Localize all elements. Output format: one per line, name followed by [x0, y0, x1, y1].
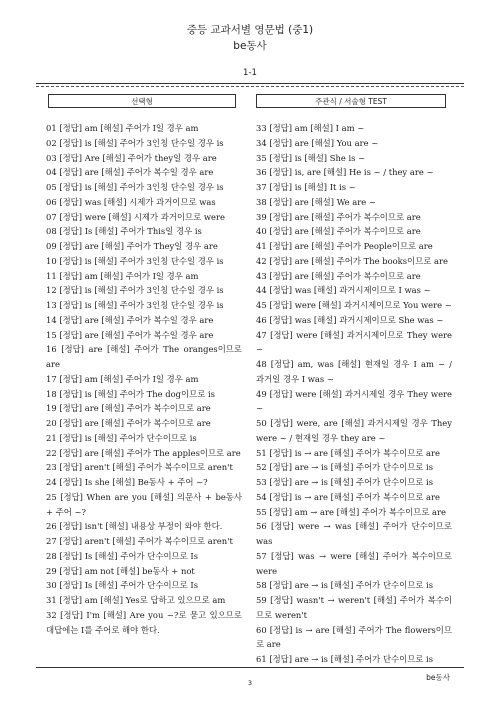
answer-line: 20 [정답] are [해설] 주어가 복수이므로 are [46, 418, 211, 428]
answer-line: 61 [정답] are → is [해설] 주어가 단수이므로 is [256, 654, 434, 664]
answer-column-left [46, 121, 242, 637]
answer-line: were ~ / 현재일 경우 they are ~ [256, 432, 386, 443]
answer-line: 27 [정답] aren't [해설] 주어가 복수이므로 aren't [46, 536, 233, 546]
answer-line: 47 [정답] were [해설] 과거시제이므로 They were [256, 329, 452, 340]
answer-column-right [256, 121, 452, 667]
answer-line: 13 [정답] is [해설] 주어가 3인칭 단수일 경우 is [46, 300, 224, 310]
answer-line: 19 [정답] are [해설] 주어가 복수이므로 are [46, 403, 211, 414]
answer-line: 31 [정답] am [해설] Yes로 답하고 있으므로 am [46, 595, 226, 605]
answer-line: 35 [정답] is [해설] She is ~ [256, 152, 366, 163]
answer-line: 57 [정답] was → were [해설] 주어가 복수이므로 [256, 550, 452, 561]
answer-line: 48 [정답] am, was [해설] 현재일 경우 I am ~ / [256, 359, 452, 369]
footer-label: be동사 [426, 673, 450, 682]
answer-line: 44 [정답] was [해설] 과거시제이므로 I was ~ [256, 285, 431, 296]
answer-line: 30 [정답] Is [해설] 주어가 단수이므로 Is [46, 580, 198, 591]
answer-line: 42 [정답] are [해설] 주어가 The books이므로 are [256, 255, 448, 266]
answer-line: + 주어 ~? [46, 506, 87, 517]
answer-line: 49 [정답] were [해설] 과거시제일 경우 They were [256, 388, 452, 399]
top-divider [36, 83, 464, 84]
answer-line: 32 [정답] I'm [해설] Are you ~?로 묻고 있으므로 [46, 609, 242, 620]
answer-line: 12 [정답] is [해설] 주어가 3인칭 단수일 경우 is [46, 285, 224, 296]
answer-line: 54 [정답] is → are [해설] 주어가 복수이므로 are [256, 491, 441, 502]
page-number: 3 [247, 679, 253, 687]
answer-line: 므로 weren't [256, 609, 307, 620]
answer-line: 과거일 경우 I was ~ [256, 373, 334, 384]
answer-line: 53 [정답] are → is [해설] 주어가 단수이므로 is [256, 477, 434, 487]
answer-line: 15 [정답] are [해설] 주어가 복수일 경우 are [46, 329, 214, 340]
answer-line: 22 [정답] are [해설] 주어가 The apples이므로 are [46, 447, 241, 458]
subjective-test-heading: 주관식 / 서술형 TEST [256, 94, 446, 108]
section-number: 1-1 [243, 68, 257, 78]
answer-line: ~ [256, 403, 264, 414]
answer-line: 50 [정답] were, are [해설] 과거시제일 경우 They [256, 418, 452, 428]
answer-line: 28 [정답] Is [해설] 주어가 단수이므로 Is [46, 550, 198, 561]
answer-line: 58 [정답] are → is [해설] 주어가 단수이므로 is [256, 580, 434, 591]
answer-line: 07 [정답] were [해설] 시제가 과거이므로 were [46, 211, 225, 222]
answer-line: 60 [정답] is → are [해설] 주어가 The flowers이므 [256, 624, 452, 635]
answer-line: 40 [정답] are [해설] 주어가 복수이므로 are [256, 226, 421, 237]
answer-line: 41 [정답] are [해설] 주어가 People이므로 are [256, 241, 433, 251]
page-subtitle: be동사 [233, 40, 267, 52]
answer-line: 36 [정답] is, are [해설] He is ~ / they are ~ [256, 167, 434, 178]
answer-line: 04 [정답] are [해설] 주어가 복수일 경우 are [46, 167, 214, 178]
answer-line: 대답에는 I를 주어로 해야 한다. [46, 624, 160, 635]
answer-line: 38 [정답] are [해설] We are ~ [256, 196, 376, 207]
answer-line: 11 [정답] am [해설] 주어가 I일 경우 am [46, 270, 199, 281]
answer-line: 10 [정답] is [해설] 주어가 3인칭 단수일 경우 is [46, 255, 224, 266]
answer-line: 14 [정답] are [해설] 주어가 복수일 경우 are [46, 314, 214, 325]
answer-line: 52 [정답] are → is [해설] 주어가 단수이므로 is [256, 462, 434, 473]
top-divider-dashed [36, 86, 464, 87]
answer-line: 16 [정답] are [해설] 주어가 The oranges이므로 [46, 344, 242, 355]
answer-line: 01 [정답] am [해설] 주어가 I일 경우 am [46, 123, 199, 133]
page-title: 중등 교과서별 영문법 (중1) [186, 24, 314, 36]
answer-line: 18 [정답] is [해설] 주어가 The dog이므로 is [46, 388, 215, 399]
multiple-choice-heading: 선택형 [48, 94, 236, 108]
answer-line: were [256, 565, 278, 576]
answer-line: 06 [정답] was [해설] 시제가 과거이므로 was [46, 196, 216, 207]
answer-line: was [256, 536, 273, 546]
answer-line: 17 [정답] am [해설] 주어가 I일 경우 am [46, 373, 199, 384]
answer-line: 37 [정답] is [해설] It is ~ [256, 182, 356, 192]
answer-line: 05 [정답] is [해설] 주어가 3인칭 단수일 경우 is [46, 182, 224, 192]
answer-line: 59 [정답] wasn't → weren't [해설] 주어가 복수이 [256, 595, 452, 605]
answer-line: 03 [정답] Are [해설] 주어가 they일 경우 are [46, 152, 217, 163]
answer-line: 08 [정답] Is [해설] 주어가 This일 경우 is [46, 226, 202, 237]
answer-line: 09 [정답] are [해설] 주어가 They일 경우 are [46, 241, 218, 251]
answer-line: 26 [정답] isn't [해설] 내용상 부정이 와야 한다. [46, 521, 223, 532]
answer-line: 39 [정답] are [해설] 주어가 복수이므로 are [256, 211, 421, 222]
answer-line: 23 [정답] aren't [해설] 주어가 복수이므로 aren't [46, 462, 233, 473]
answer-line: 02 [정답] is [해설] 주어가 3인칭 단수일 경우 is [46, 137, 224, 148]
answer-line: 45 [정답] were [해설] 과거시제이므로 You were ~ [256, 300, 452, 310]
answer-line: 43 [정답] are [해설] 주어가 복수이므로 are [256, 270, 421, 281]
answer-line: 로 are [256, 639, 281, 650]
bottom-divider [36, 667, 464, 668]
answer-line: ~ [256, 344, 264, 355]
answer-line: 55 [정답] am → are [해설] 주어가 복수이므로 are [256, 506, 446, 517]
answer-line: 25 [정답] When are you [해설] 의문사 + be동사 [46, 491, 242, 502]
answer-line: 29 [정답] am not [해설] be동사 + not [46, 565, 195, 576]
answer-line: 33 [정답] am [해설] I am ~ [256, 123, 365, 133]
answer-line: 34 [정답] are [해설] You are ~ [256, 137, 379, 148]
answer-line: 46 [정답] was [해설] 과거시제이므로 She was ~ [256, 314, 444, 325]
answer-line: 24 [정답] Is she [해설] Be동사 + 주어 ~? [46, 477, 208, 487]
answer-line: 51 [정답] is → are [해설] 주어가 복수이므로 are [256, 447, 441, 458]
answer-line: 56 [정답] were → was [해설] 주어가 단수이므로 [256, 521, 452, 532]
answer-line: are [46, 359, 60, 369]
answer-line: 21 [정답] is [해설] 주어가 단수이므로 is [46, 432, 197, 443]
